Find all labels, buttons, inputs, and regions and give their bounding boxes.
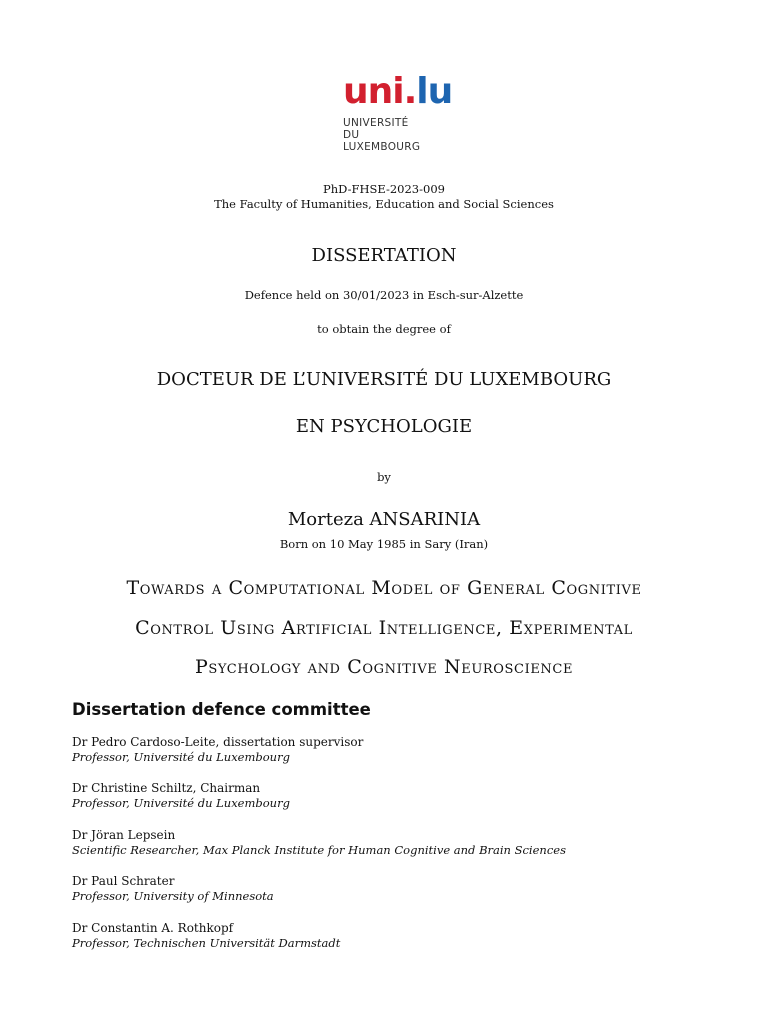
thesis-title-line-3: Psychology and Cognitive Neuroscience (194, 656, 574, 678)
by-label: by (377, 470, 391, 484)
committee-member (72, 781, 290, 811)
thesis-title-line-2: Control Using Artificial Intelligence, Experimental (135, 617, 633, 639)
degree-field: EN PSYCHOLOGIE (295, 416, 473, 437)
member-name: Dr Christine Schiltz, Chairman (72, 781, 261, 795)
committee-member (72, 921, 340, 951)
dissertation-heading: DISSERTATION (311, 245, 457, 266)
member-name: Dr Jöran Lepsein (72, 828, 176, 842)
member-name: Dr Pedro Cardoso-Leite, dissertation supervisor (72, 735, 364, 749)
university-logo (343, 71, 453, 153)
logo-word-dot: . (403, 71, 417, 112)
thesis-code: PhD-FHSE-2023-009 (323, 182, 445, 196)
committee-member (72, 828, 566, 858)
member-name: Dr Constantin A. Rothkopf (72, 921, 234, 935)
committee-member (72, 735, 363, 765)
logo-wordmark (343, 71, 453, 112)
logo-word-uni: uni (343, 71, 404, 112)
logo-subtitle (343, 117, 427, 153)
member-role: Professor, Technischen Universität Darmstadt (72, 936, 341, 950)
author-name: Morteza ANSARINIA (287, 509, 481, 530)
logo-word-lu: lu (416, 71, 453, 112)
thesis-title-line-1: Towards a Computational Model of General Cognitive (126, 577, 642, 599)
member-role: Professor, Université du Luxembourg (72, 796, 290, 810)
member-role: Scientific Researcher, Max Planck Institute for Human Cognitive and Brain Sciences (72, 843, 566, 857)
faculty-name: The Faculty of Humanities, Education and Social Sciences (214, 197, 554, 211)
author-birth: Born on 10 May 1985 in Sary (Iran) (279, 537, 489, 551)
logo-line-1: UNIVERSITÉ DU (343, 117, 409, 141)
member-role: Professor, University of Minnesota (72, 889, 274, 903)
defence-info: Defence held on 30/01/2023 in Esch-sur-Alzette (244, 288, 524, 302)
committee-heading: Dissertation defence committee (72, 700, 371, 719)
committee-member (72, 874, 274, 904)
logo-line-2: LUXEMBOURG (343, 141, 421, 153)
degree-intro: to obtain the degree of (317, 322, 451, 336)
member-name: Dr Paul Schrater (72, 874, 175, 888)
degree-title: DOCTEUR DE L’UNIVERSITÉ DU LUXEMBOURG (156, 369, 612, 390)
member-role: Professor, Université du Luxembourg (72, 750, 290, 764)
